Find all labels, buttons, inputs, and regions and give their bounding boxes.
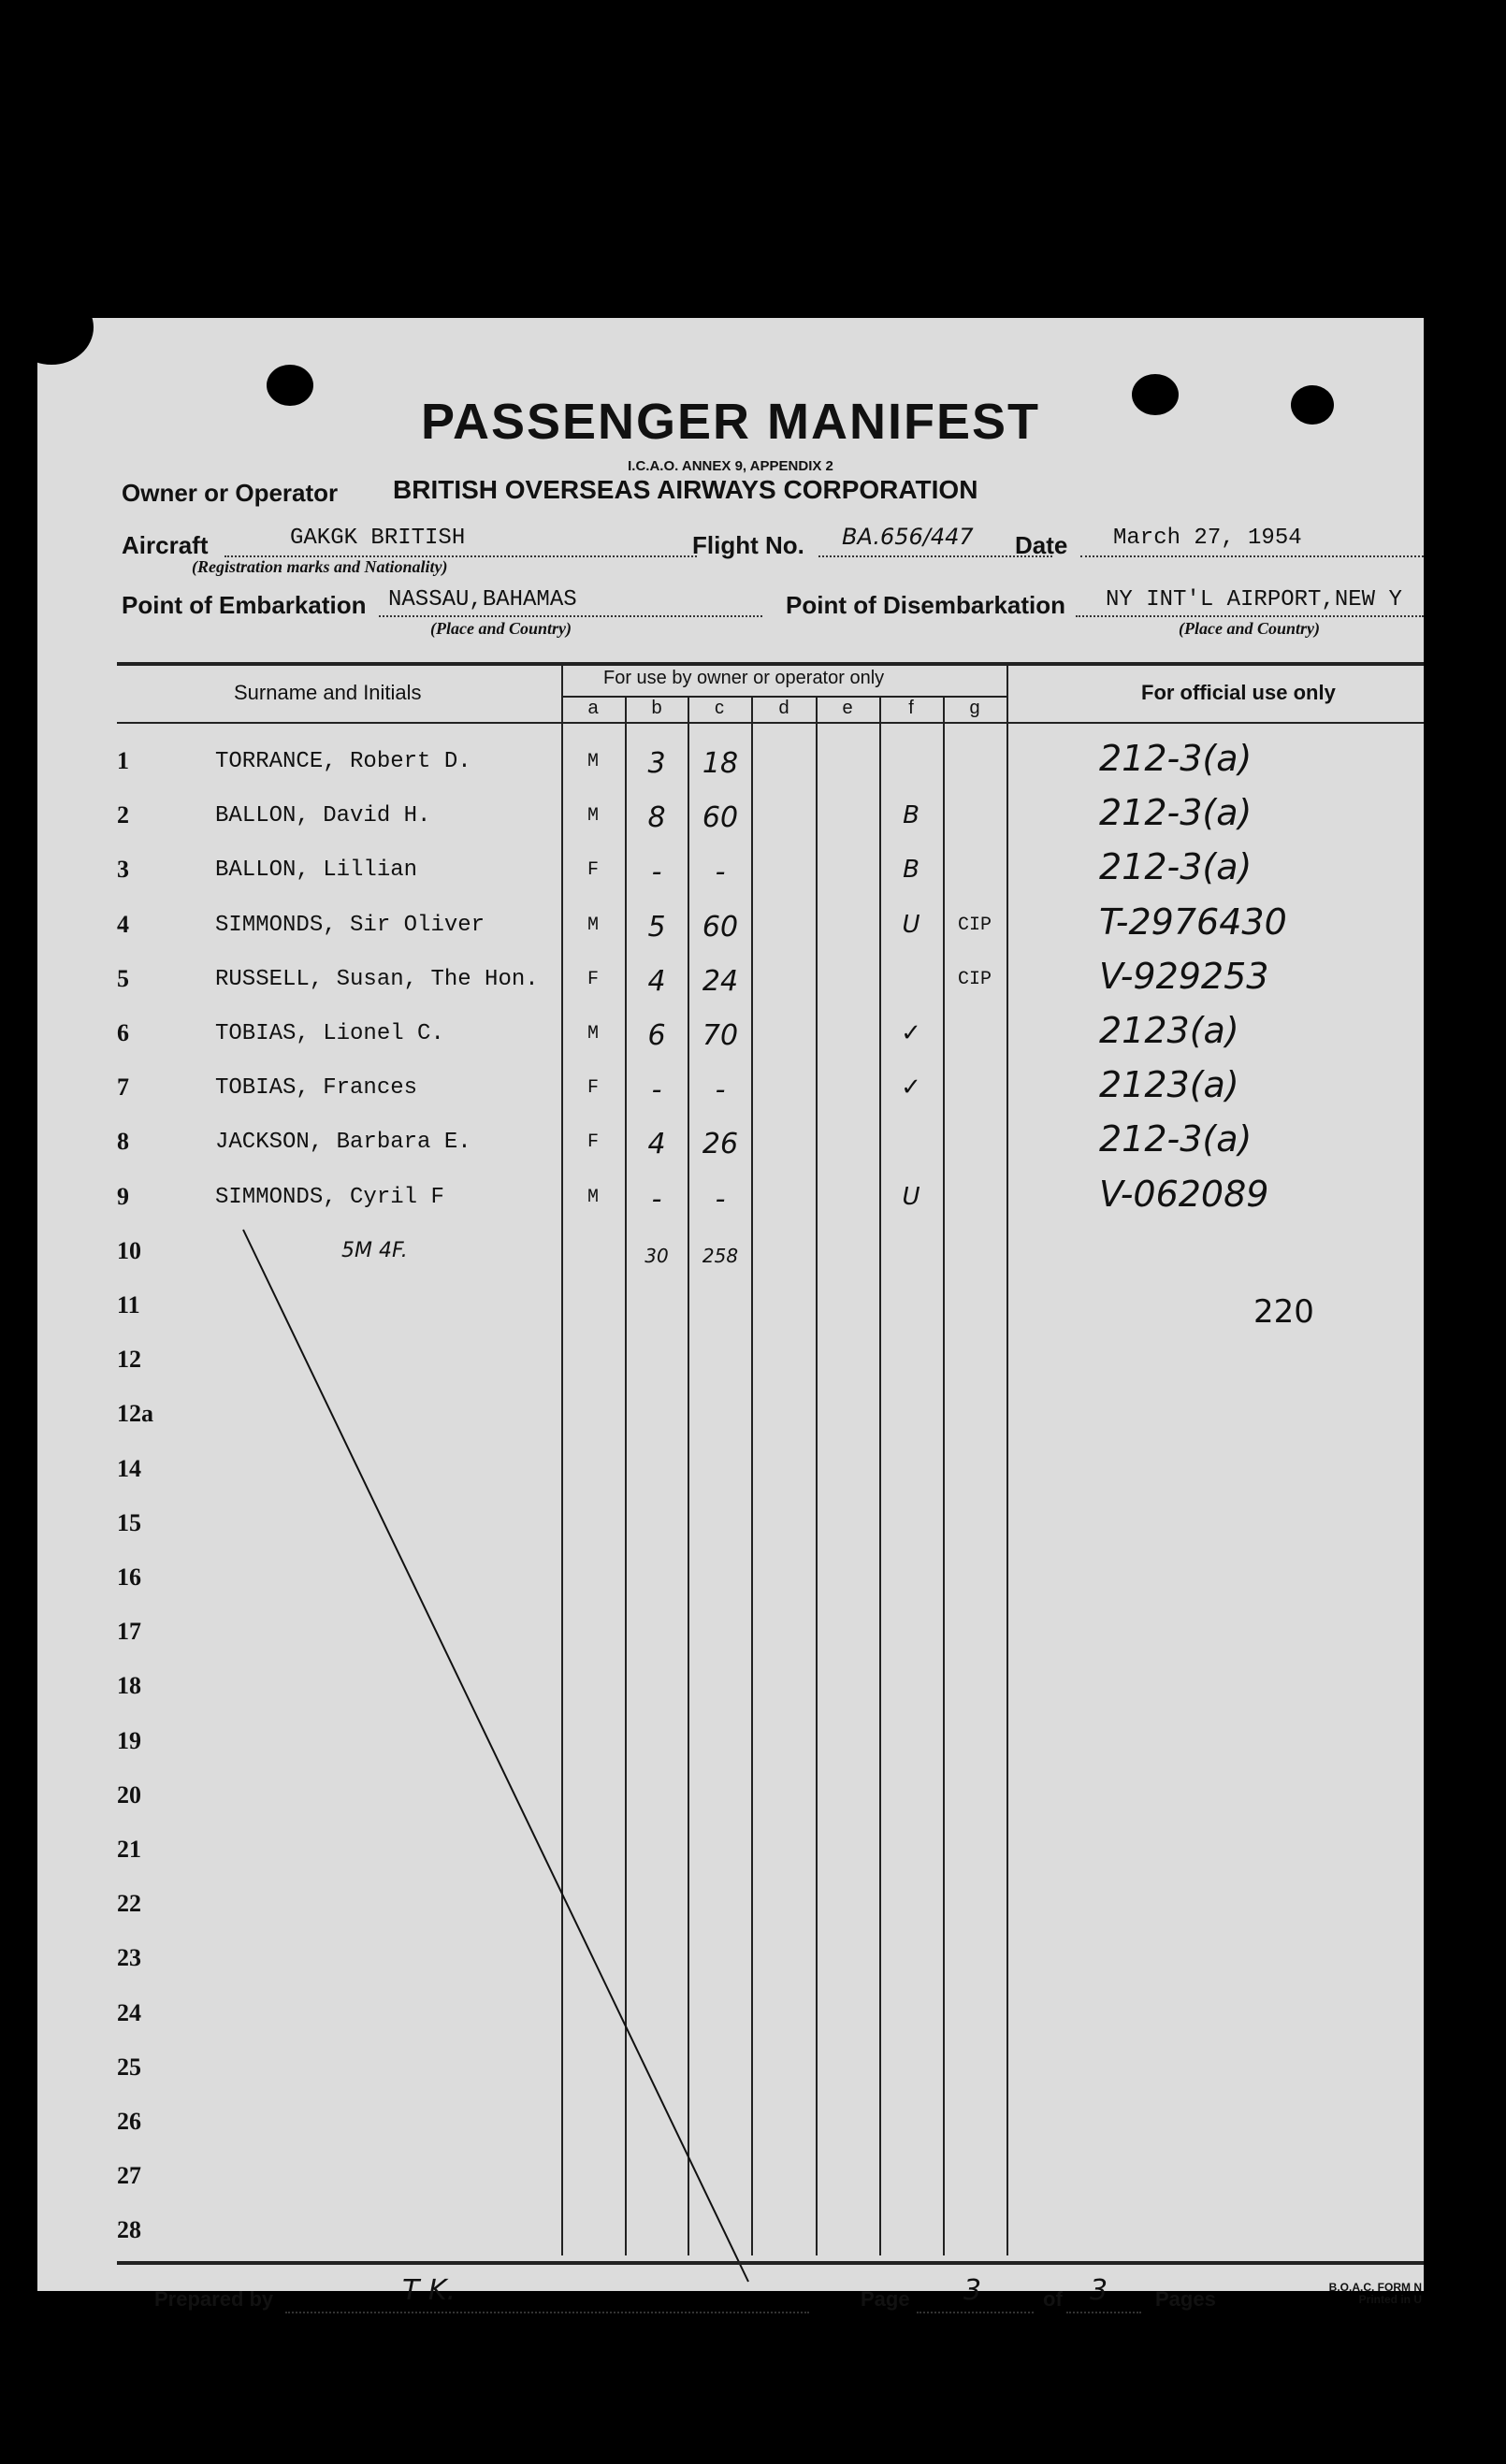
row-number: 9	[117, 1182, 129, 1210]
row-number: 17	[117, 1618, 141, 1646]
cell-b: 4	[647, 1128, 666, 1161]
cell-g: CIP	[957, 968, 992, 990]
passenger-name: SIMMONDS, Sir Oliver	[215, 912, 485, 938]
cell-a-sex: F	[586, 1131, 599, 1154]
official-use-entry: 2123(a)	[1099, 1010, 1239, 1051]
cell-b: -	[651, 856, 662, 889]
cell-b: 8	[647, 801, 666, 835]
row-number: 1	[117, 747, 129, 774]
passenger-name: SIMMONDS, Cyril F	[215, 1184, 444, 1210]
row-number: 26	[117, 2108, 141, 2135]
col-name-header: Surname and Initials	[234, 681, 422, 704]
col-letter-c: c	[715, 698, 724, 718]
official-use-entry: 212-3(a)	[1099, 846, 1253, 888]
flight-label: Flight No.	[692, 531, 804, 559]
cell-a-sex: F	[586, 1077, 599, 1100]
passenger-name: TOBIAS, Frances	[215, 1075, 418, 1102]
cell-c: 26	[702, 1128, 739, 1161]
cell-c: 18	[702, 747, 739, 780]
cell-f: B	[903, 801, 920, 830]
of-label: of	[1043, 2287, 1063, 2311]
owner-label: Owner or Operator	[122, 479, 339, 507]
row-number: 11	[117, 1291, 140, 1318]
row-number: 25	[117, 2053, 141, 2081]
prepared-label: Prepared by	[154, 2287, 274, 2311]
row-number: 18	[117, 1672, 141, 1700]
row-number: 28	[117, 2216, 141, 2244]
cell-c: 24	[702, 964, 739, 998]
row-number: 22	[117, 1890, 141, 1918]
strike-line	[37, 318, 1424, 2291]
col-letter-d: d	[778, 698, 789, 718]
footer-rule	[117, 2261, 1424, 2265]
aircraft-sublabel: (Registration marks and Nationality)	[192, 557, 448, 576]
passenger-name: TOBIAS, Lionel C.	[215, 1021, 444, 1046]
row-number: 7	[117, 1073, 129, 1102]
cell-b: 4	[647, 964, 666, 998]
row-number: 12	[117, 1346, 141, 1374]
col-letter-a: a	[587, 698, 599, 718]
cell-c: 60	[702, 801, 739, 835]
cell-b: 5	[647, 910, 666, 944]
row-number: 21	[117, 1836, 141, 1863]
page-title: PASSENGER MANIFEST	[420, 394, 1041, 450]
row-number: 16	[117, 1563, 141, 1591]
disembark-sublabel: (Place and Country)	[1179, 619, 1320, 638]
aircraft-label: Aircraft	[122, 531, 209, 559]
pages-label: Pages	[1155, 2287, 1216, 2311]
passenger-name: RUSSELL, Susan, The Hon.	[215, 966, 539, 992]
passenger-name: JACKSON, Barbara E.	[215, 1130, 471, 1156]
embark-value: NASSAU,BAHAMAS	[388, 587, 577, 612]
cell-a-sex: F	[586, 859, 599, 882]
disembark-label: Point of Disembarkation	[786, 591, 1066, 619]
passenger-name: BALLON, Lillian	[215, 857, 418, 884]
cell-c: -	[715, 1073, 726, 1107]
row-number: 8	[117, 1128, 129, 1156]
cell-c: -	[715, 856, 726, 889]
cell-c: -	[715, 1182, 726, 1216]
page-subtitle: I.C.A.O. ANNEX 9, APPENDIX 2	[628, 458, 833, 474]
col-letter-g: g	[969, 698, 980, 718]
cell-c: 70	[702, 1019, 739, 1052]
cell-b: 30	[644, 1244, 669, 1267]
official-use-entry: 212-3(a)	[1099, 738, 1253, 779]
cell-a-sex: M	[586, 1186, 599, 1208]
row-number: 23	[117, 1944, 141, 1972]
row-number: 6	[117, 1019, 129, 1046]
prepared-value: T K.	[402, 2274, 456, 2307]
row-number: 24	[117, 1998, 141, 2026]
cell-f: U	[902, 1182, 920, 1211]
cell-f: ✓	[901, 1073, 921, 1102]
owner-value: BRITISH OVERSEAS AIRWAYS CORPORATION	[393, 475, 978, 504]
cell-f: U	[902, 910, 920, 939]
aircraft-value: GAKGK BRITISH	[290, 526, 466, 551]
col-official-header: For official use only	[1141, 681, 1336, 704]
official-use-entry: 220	[1253, 1293, 1314, 1331]
form-number: B.O.A.C. FORM N Printed in U	[1328, 2281, 1422, 2306]
of-value: 3	[1090, 2274, 1108, 2307]
cell-a-sex: M	[586, 751, 599, 772]
col-letter-f: f	[908, 698, 914, 718]
embark-label: Point of Embarkation	[122, 591, 367, 619]
cell-c: 258	[702, 1244, 739, 1267]
disembark-value: NY INT'L AIRPORT,NEW Y	[1106, 587, 1402, 612]
row-number: 20	[117, 1780, 141, 1808]
cell-b: 6	[647, 1019, 666, 1052]
cell-a-sex: M	[586, 805, 599, 828]
passenger-name: 5M 4F.	[341, 1238, 408, 1262]
row-number: 4	[117, 910, 129, 938]
cell-b: -	[651, 1073, 662, 1107]
cell-f: B	[903, 856, 920, 885]
official-use-entry: 212-3(a)	[1099, 1118, 1253, 1160]
cell-b: -	[651, 1182, 662, 1216]
official-use-entry: V-062089	[1099, 1173, 1269, 1215]
row-number: 14	[117, 1454, 141, 1482]
official-use-entry: V-929253	[1099, 955, 1269, 997]
cell-a-sex: M	[586, 1023, 599, 1045]
row-number: 12a	[117, 1400, 153, 1428]
passenger-name: TORRANCE, Robert D.	[215, 749, 471, 774]
row-number: 2	[117, 801, 129, 829]
official-use-entry: T-2976430	[1099, 901, 1287, 943]
cell-c: 60	[702, 910, 739, 944]
col-owner-header: For use by owner or operator only	[603, 668, 885, 688]
official-use-entry: 212-3(a)	[1099, 792, 1253, 834]
manifest-paper	[37, 318, 1424, 2311]
row-number: 19	[117, 1726, 141, 1754]
date-value: March 27, 1954	[1113, 526, 1302, 551]
cell-b: 3	[647, 747, 666, 780]
cell-a-sex: F	[586, 968, 599, 990]
page-value: 3	[963, 2274, 982, 2307]
row-number: 5	[117, 964, 129, 992]
embark-sublabel: (Place and Country)	[430, 619, 572, 638]
cell-g: CIP	[957, 914, 992, 936]
col-letter-e: e	[842, 698, 853, 718]
passenger-name: BALLON, David H.	[215, 803, 431, 829]
official-use-entry: 2123(a)	[1099, 1064, 1239, 1106]
row-number: 27	[117, 2162, 141, 2190]
row-number: 3	[117, 856, 129, 884]
row-number: 10	[117, 1236, 141, 1264]
date-label: Date	[1015, 531, 1068, 559]
cell-f: ✓	[901, 1019, 921, 1047]
page-label: Page	[861, 2287, 910, 2311]
flight-value: BA.656/447	[842, 524, 974, 550]
cell-a-sex: M	[586, 914, 599, 936]
col-letter-b: b	[651, 698, 662, 718]
row-number: 15	[117, 1508, 141, 1536]
